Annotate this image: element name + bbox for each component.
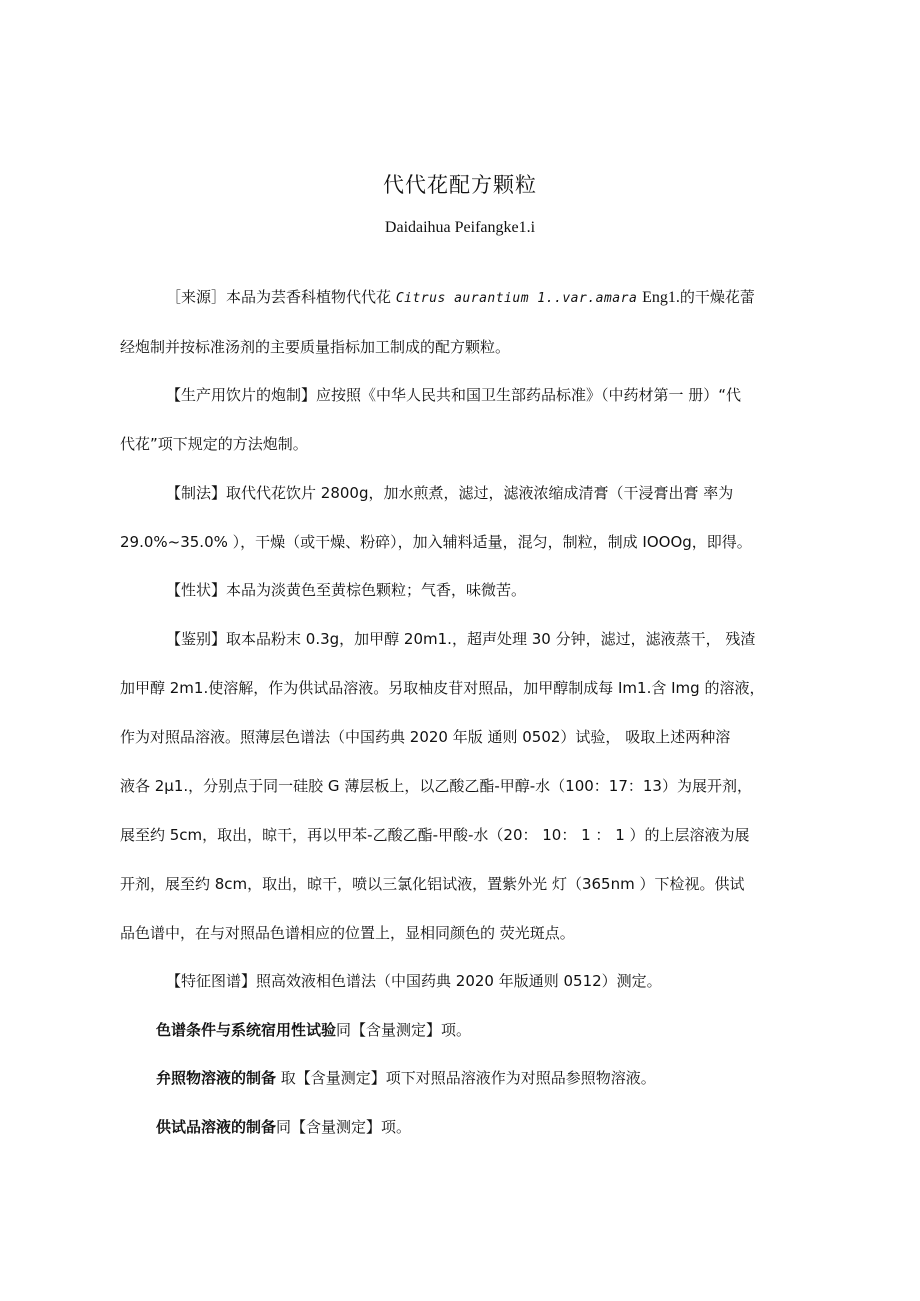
method-line-1: 取代代花饮片 2800g，加水煎煮，滤过，滤液浓缩成清膏（干浸膏出膏 率为 [226,484,734,502]
source-text-b: 的干燥花蕾 [679,288,755,306]
reference-solution-heading: 弁照物溶液的制备 [156,1069,277,1087]
processing-heading: 【生产用饮片的炮制】 [166,386,317,404]
section-test-solution [120,1103,820,1152]
method-heading: 【制法】 [166,484,227,502]
identification-line-1: 取本品粉末 0.3g，加甲醇 20m1.，超声处理 30 分钟，滤过，滤液蒸干， 残渣 [226,630,756,648]
identification-line-5: 展至约 5cm，取出，晾干，再以甲苯-乙酸乙酯-甲酸-水（20： 10： 1 ： 1 ）的上层溶液为展 [120,826,750,844]
description-heading: 【性状】 [166,581,227,599]
processing-line-2: 代花”项下规定的方法炮制。 [120,435,308,453]
method-line-2: 29.0%~35.0% ），干燥（或干燥、粉碎），加入辅料适量，混匀，制粒，制成 IOOOg，即得。 [120,533,752,551]
source-heading: ［来源］ [166,288,227,306]
source-text-a: 本品为芸香科植物代代花 [226,288,392,306]
processing-line-1: 应按照《中华人民共和国卫生部药品标准》（中药材第一 册）“代 [316,386,742,404]
identification-line-7: 品色谱中，在与对照品色谱相应的位置上，显相同颜色的 荧光斑点。 [120,924,575,942]
fingerprint-heading: 【特征图谱】 [166,972,257,990]
source-line-2: 经炮制并按标准汤剂的主要质量指标加工制成的配方颗粒。 [120,338,511,356]
source-author: Eng1. [642,289,680,306]
description-line-1: 本品为淡黄色至黄棕色颗粒；气香，味微苦。 [226,581,527,599]
section-reference-solution [120,1054,820,1103]
identification-line-3: 作为对照品溶液。照薄层色谱法（中国药典 2020 年版 通则 0502）试验， 吸取上述两种溶 [120,728,731,746]
test-solution-text: 同【含量测定】项。 [276,1118,412,1136]
section-description [120,566,820,615]
section-identification [120,615,820,958]
section-method [120,469,820,567]
document-title: 代代花配方颗粒 [383,173,537,197]
chromatographic-text: 同【含量测定】项。 [336,1021,472,1039]
test-solution-heading: 供试品溶液的制备 [156,1118,277,1136]
identification-line-2: 加甲醇 2m1.使溶解，作为供试品溶液。另取柚皮苷对照品，加甲醇制成每 Im1.含 Img 的溶液， [120,679,765,697]
document-subtitle: Daidaihua Peifangke1.i [384,219,536,236]
section-source [120,273,820,372]
section-chromatographic [120,1006,820,1055]
section-fingerprint [120,957,820,1006]
fingerprint-line-1: 照高效液相色谱法（中国药典 2020 年版通则 0512）测定。 [256,972,662,990]
identification-line-6: 开剂，展至约 8cm，取出，晾干，喷以三氯化铝试液，置紫外光 灯（365nm ）下检视。供试 [120,875,745,893]
chromatographic-heading: 色谱条件与系统宿用性试验 [156,1021,337,1039]
section-processing [120,371,820,469]
source-latin-name: Citrus aurantium 1..var.amara [395,291,638,306]
reference-solution-text: 取【含量测定】项下对照品溶液作为对照品参照物溶液。 [276,1069,656,1087]
identification-line-4: 液各 2μ1.，分别点于同一硅胶 G 薄层板上，以乙酸乙酯-甲醇-水（100：17：13）为展开剂， [120,777,752,795]
identification-heading: 【鉴别】 [166,630,227,648]
